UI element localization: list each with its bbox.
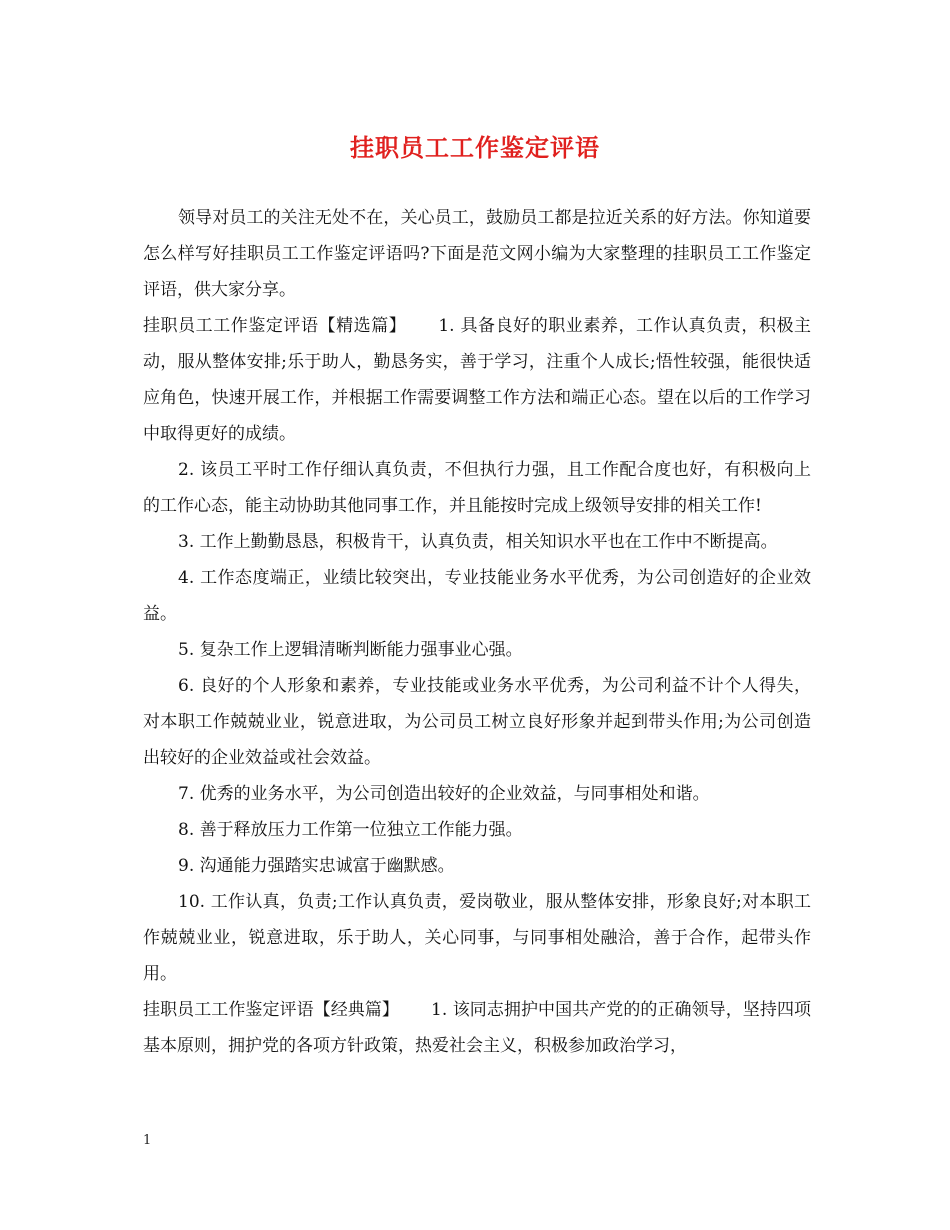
section-2-paragraph (143, 992, 811, 1064)
section-1-item-1: 1. 具备良好的职业素养，工作认真负责，积极主动，服从整体安排;乐于助人，勤恳务实，善于学习，注重个人成长;悟性较强，能很快适应角色，快速开展工作，并根据工作需要调整工作方法和端正心态。望在以后的工作学习中取得更好的成绩。 (143, 316, 812, 444)
section-1-item-3: 3. 工作上勤勤恳恳，积极肯干，认真负责，相关知识水平也在工作中不断提高。 (178, 532, 778, 552)
section-1-item-9: 9. 沟通能力强踏实忠诚富于幽默感。 (178, 856, 455, 876)
section-1-heading: 挂职员工工作鉴定评语【精选篇】 (143, 316, 407, 336)
section-1-paragraph (143, 308, 811, 452)
section-1-item-2: 2. 该员工平时工作仔细认真负责，不但执行力强，且工作配合度也好，有积极向上的工作心态，能主动协助其他同事工作，并且能按时完成上级领导安排的相关工作! (143, 460, 811, 516)
section-1-item-6: 6. 良好的个人形象和素养，专业技能或业务水平优秀，为公司利益不计个人得失，对本职工作兢兢业业，锐意进取，为公司员工树立良好形象并起到带头作用;为公司创造出较好的企业效益或社会效益。 (143, 676, 811, 768)
page-number: 1 (143, 1133, 152, 1148)
section-1-item-10: 10. 工作认真，负责;工作认真负责，爱岗敬业，服从整体安排，形象良好;对本职工作兢兢业业，锐意进取，乐于助人，关心同事，与同事相处融洽，善于合作，起带头作用。 (143, 892, 811, 984)
document-body (143, 200, 811, 1064)
document-title: 挂职员工工作鉴定评语 (350, 133, 600, 162)
section-2-heading: 挂职员工工作鉴定评语【经典篇】 (143, 1000, 399, 1020)
section-1-item-8: 8. 善于释放压力工作第一位独立工作能力强。 (178, 820, 523, 840)
section-1-item-7: 7. 优秀的业务水平，为公司创造出较好的企业效益，与同事相处和谐。 (178, 784, 710, 804)
section-2-item-1: 1. 该同志拥护中国共产党的的正确领导，坚持四项基本原则，拥护党的各项方针政策，热爱社会主义，积极参加政治学习， (143, 1000, 812, 1056)
section-1-item-4: 4. 工作态度端正，业绩比较突出，专业技能业务水平优秀，为公司创造好的企业效益。 (143, 568, 811, 624)
intro-paragraph: 领导对员工的关注无处不在，关心员工，鼓励员工都是拉近关系的好方法。你知道要怎么样写好挂职员工工作鉴定评语吗?下面是范文网小编为大家整理的挂职员工工作鉴定评语，供大家分享。 (143, 208, 811, 300)
section-1-item-5: 5. 复杂工作上逻辑清晰判断能力强事业心强。 (178, 640, 523, 660)
